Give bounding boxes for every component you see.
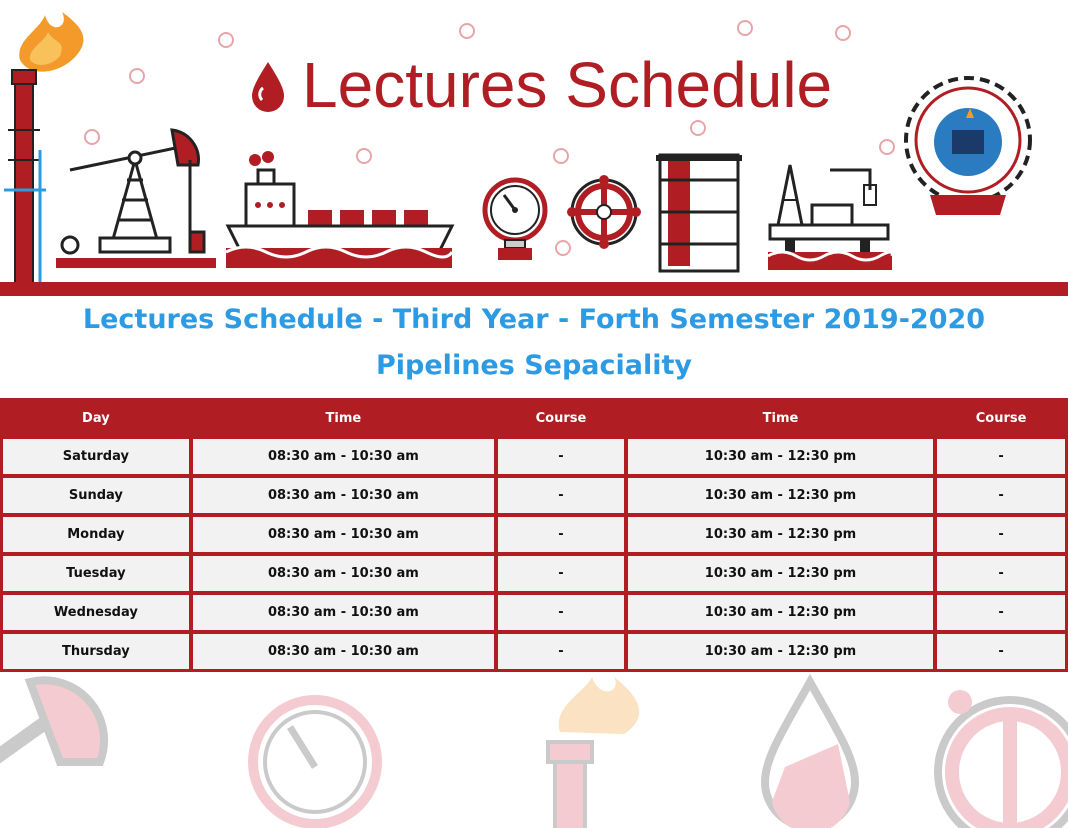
table-row xyxy=(1,632,1067,671)
table-header-row xyxy=(1,399,1067,437)
time-cell: 08:30 am - 10:30 am xyxy=(191,593,496,632)
schedule-table xyxy=(0,398,1068,672)
schedule-heading: Lectures Schedule - Third Year - Forth Semester 2019-2020 xyxy=(82,304,986,335)
course-cell: - xyxy=(496,515,626,554)
table-row xyxy=(1,515,1067,554)
table-row xyxy=(1,554,1067,593)
time-cell: 10:30 am - 12:30 pm xyxy=(626,554,935,593)
header-time-1: Time xyxy=(191,399,496,437)
specialty-heading: Pipelines Sepaciality xyxy=(376,350,692,381)
time-cell: 10:30 am - 12:30 pm xyxy=(626,437,935,476)
table-row xyxy=(1,437,1067,476)
header-time-2: Time xyxy=(626,399,935,437)
course-cell: - xyxy=(935,437,1067,476)
valve-wheel-icon xyxy=(567,175,641,249)
time-cell: 10:30 am - 12:30 pm xyxy=(626,593,935,632)
day-cell: Sunday xyxy=(1,476,191,515)
course-cell: - xyxy=(935,632,1067,671)
course-cell: - xyxy=(935,476,1067,515)
time-cell: 10:30 am - 12:30 pm xyxy=(626,476,935,515)
oil-drop-icon xyxy=(252,62,284,112)
day-cell: Saturday xyxy=(1,437,191,476)
day-cell: Wednesday xyxy=(1,593,191,632)
course-cell: - xyxy=(935,593,1067,632)
course-cell: - xyxy=(496,632,626,671)
day-cell: Monday xyxy=(1,515,191,554)
oil-drop-icon xyxy=(765,682,855,828)
table-row xyxy=(1,476,1067,515)
course-cell: - xyxy=(496,554,626,593)
course-cell: - xyxy=(496,593,626,632)
time-cell: 08:30 am - 10:30 am xyxy=(191,632,496,671)
time-cell: 08:30 am - 10:30 am xyxy=(191,437,496,476)
course-cell: - xyxy=(935,515,1067,554)
time-cell: 10:30 am - 12:30 pm xyxy=(626,515,935,554)
time-cell: 08:30 am - 10:30 am xyxy=(191,476,496,515)
day-cell: Thursday xyxy=(1,632,191,671)
flare-stack-icon xyxy=(548,677,639,828)
offshore-rig-icon xyxy=(768,165,892,270)
pumpjack-icon xyxy=(56,130,216,268)
pumpjack-icon xyxy=(0,680,104,762)
header-banner xyxy=(0,0,1068,296)
valve-wheel-icon xyxy=(938,690,1068,828)
time-cell: 10:30 am - 12:30 pm xyxy=(626,632,935,671)
course-cell: - xyxy=(496,476,626,515)
oil-barrel-icon xyxy=(656,155,742,271)
header-course-2: Course xyxy=(935,399,1067,437)
course-cell: - xyxy=(935,554,1067,593)
pressure-gauge-icon xyxy=(485,180,545,260)
day-cell: Tuesday xyxy=(1,554,191,593)
banner-title: Lectures Schedule xyxy=(302,49,833,121)
time-cell: 08:30 am - 10:30 am xyxy=(191,515,496,554)
footer-watermark xyxy=(0,672,1068,828)
course-cell: - xyxy=(496,437,626,476)
table-row xyxy=(1,593,1067,632)
tanker-ship-icon xyxy=(226,151,452,268)
academy-logo xyxy=(906,78,1030,215)
header-day: Day xyxy=(1,399,191,437)
pressure-gauge-icon xyxy=(253,700,377,824)
header-course-1: Course xyxy=(496,399,626,437)
time-cell: 08:30 am - 10:30 am xyxy=(191,554,496,593)
